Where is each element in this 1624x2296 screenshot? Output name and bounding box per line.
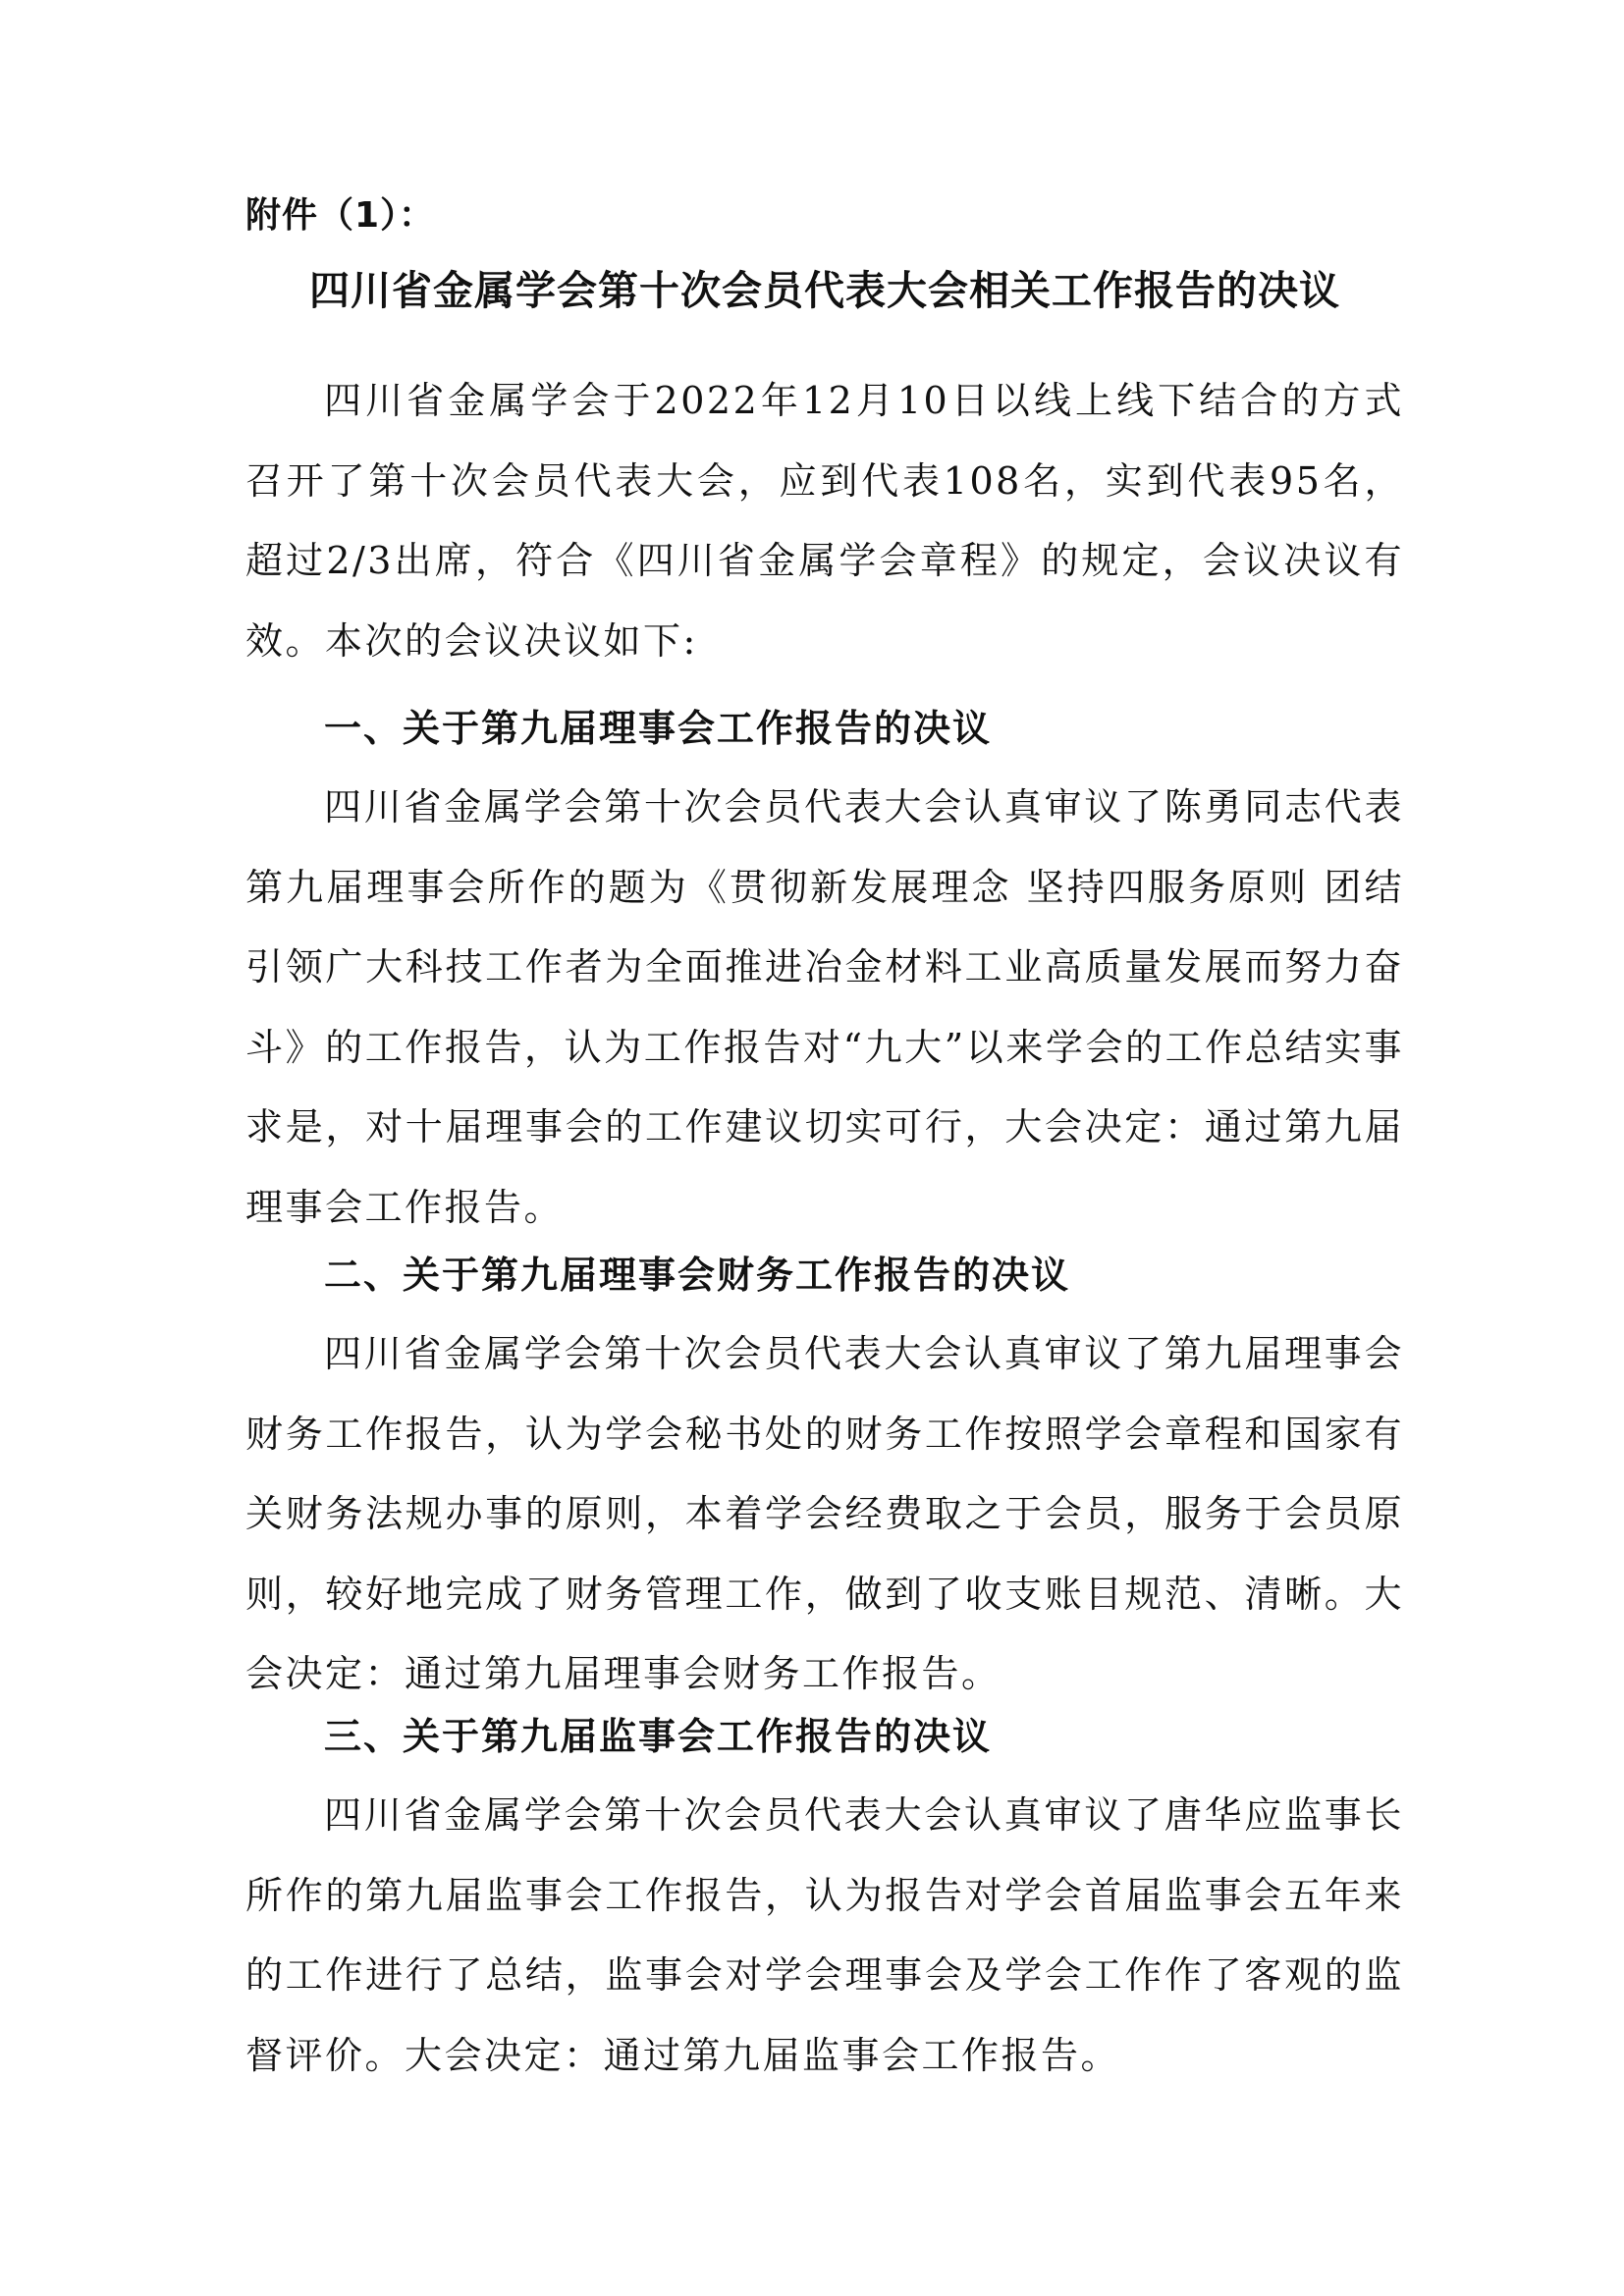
section-2-body: 四川省金属学会第十次会员代表大会认真审议了第九届理事会财务工作报告，认为学会秘书处的财务工作按照学会章程和国家有关财务法规办事的原则，本着学会经费取之于会员，服务于会员原则，较好地完成了财务管理工作，做到了收支账目规范、清晰。大会决定：通过第九届理事会财务工作报告。 [245,1332,1404,1695]
attachment-label: 附件（1）： [245,195,436,236]
section-3-heading: 三、关于第九届监事会工作报告的决议 [324,1715,993,1758]
section-1-heading: 一、关于第九届理事会工作报告的决议 [324,707,993,750]
section-3-body: 四川省金属学会第十次会员代表大会认真审议了唐华应监事长所作的第九届监事会工作报告，认为报告对学会首届监事会五年来的工作进行了总结，监事会对学会理事会及学会工作作了客观的监督评价。大会决定：通过第九届监事会工作报告。 [245,1793,1404,2077]
section-2-heading: 二、关于第九届理事会财务工作报告的决议 [324,1254,1071,1297]
document-title: 四川省金属学会第十次会员代表大会相关工作报告的决议 [309,267,1340,314]
intro-paragraph: 四川省金属学会于2022年12月10日以线上线下结合的方式召开了第十次会员代表大会，应到代表108名，实到代表95名，超过2/3出席，符合《四川省金属学会章程》的规定，会议决议有效。本次的会议决议如下: [245,379,1404,663]
section-1-body: 四川省金属学会第十次会员代表大会认真审议了陈勇同志代表第九届理事会所作的题为《贯彻新发展理念 坚持四服务原则 团结引领广大科技工作者为全面推进冶金材料工业高质量发展而努力奋斗》的工作报告，认为工作报告对“九大”以来学会的工作总结实事求是，对十届理事会的工作建议切实可行，大会决定：通过第九届理事会工作报告。 [245,785,1404,1229]
